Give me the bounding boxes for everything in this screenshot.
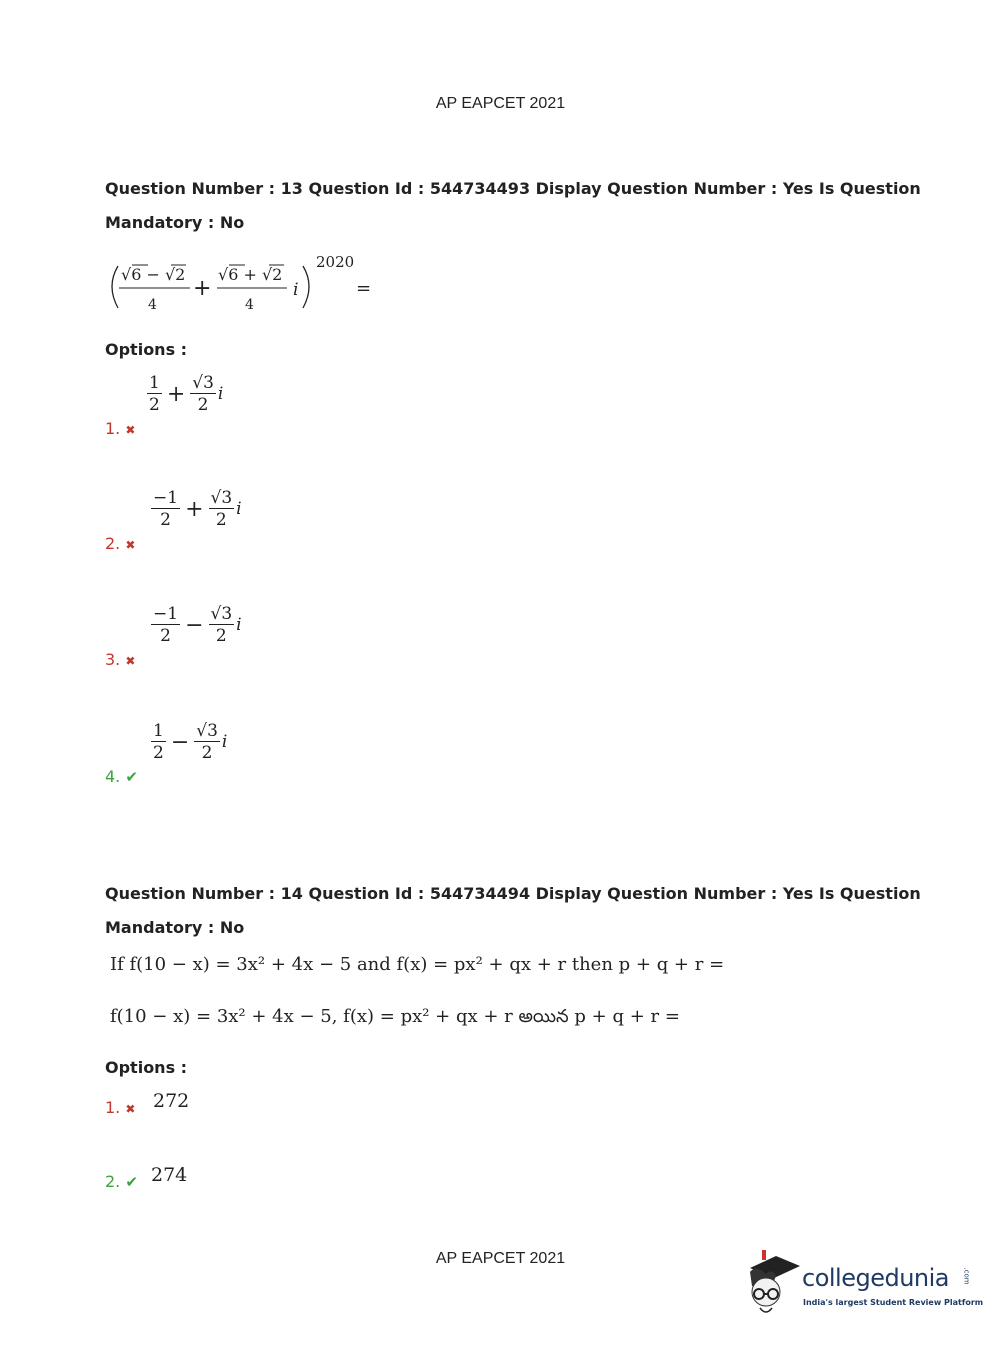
cross-icon: ✖ (125, 423, 136, 437)
page-header: AP EAPCET 2021 (435, 95, 566, 112)
logo-suffix: .com (962, 1267, 971, 1285)
svg-text:=: = (356, 278, 372, 299)
option-number: 1. (105, 419, 121, 438)
svg-text:i: i (293, 280, 299, 300)
option-number: 1. (105, 1098, 121, 1117)
q14-question-telugu: f(10 − x) = 3x² + 4x − 5, f(x) = px² + qx + r అయిన p + q + r = (110, 1006, 680, 1027)
cross-icon: ✖ (125, 538, 136, 552)
q13-header-line1: Question Number : 13 Question Id : 544734493 Display Question Number : Yes Is Question (105, 179, 921, 198)
svg-text:√6 − √2: √6 − √2 (121, 265, 186, 284)
collegedunia-logo[interactable] (742, 1250, 984, 1320)
cross-icon: ✖ (125, 1102, 136, 1116)
cross-icon: ✖ (125, 654, 136, 668)
q13-header-line2: Mandatory : No (105, 213, 245, 232)
option-value: 272 (153, 1090, 190, 1112)
option-number: 2. (105, 1172, 121, 1191)
q13-exponent: 2020 (316, 253, 355, 271)
q13-expression (104, 248, 404, 318)
option-number: 3. (105, 650, 121, 669)
logo-tagline: India's largest Student Review Platform (803, 1298, 984, 1307)
check-icon: ✔ (125, 1173, 138, 1191)
svg-text:+: + (193, 276, 212, 301)
svg-text:4: 4 (245, 297, 254, 313)
option-number: 2. (105, 534, 121, 553)
page-footer: AP EAPCET 2021 (435, 1250, 566, 1267)
q13-options-label: Options : (105, 340, 188, 359)
check-icon: ✔ (125, 768, 138, 786)
q13-expression-svg (104, 248, 404, 318)
svg-text:√6 + √2: √6 + √2 (218, 265, 283, 284)
option-number: 4. (105, 767, 121, 786)
logo-name: collegedunia (802, 1264, 950, 1292)
q14-question-english: If f(10 − x) = 3x² + 4x − 5 and f(x) = px² + qx + r then p + q + r = (110, 954, 725, 975)
mascot-icon (742, 1250, 802, 1320)
q14-header-line2: Mandatory : No (105, 918, 245, 937)
q14-header-line1: Question Number : 14 Question Id : 544734494 Display Question Number : Yes Is Question (105, 884, 921, 903)
svg-text:4: 4 (148, 297, 157, 313)
q14-options-label: Options : (105, 1058, 188, 1077)
option-value: 274 (151, 1164, 188, 1186)
